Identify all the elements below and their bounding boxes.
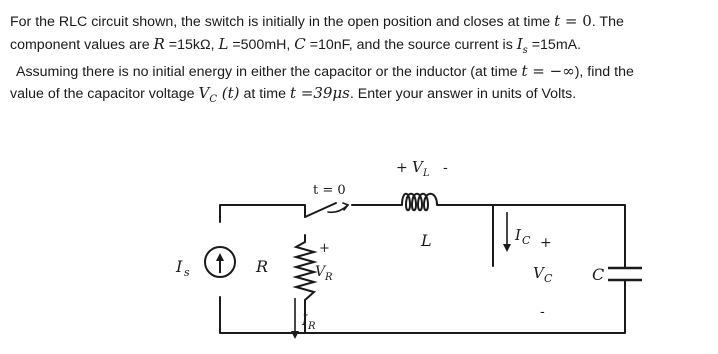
q3-tail: ), find the	[574, 63, 634, 80]
ic-sub: C	[522, 234, 531, 247]
q2-R-value: =15kΩ	[164, 36, 211, 53]
q4-tail: . Enter your answer in units of Volts.	[349, 86, 577, 103]
wires	[220, 205, 625, 333]
q3-text: Assuming there is no initial energy in either the capacitor or the inductor (at time	[16, 63, 522, 80]
ir-sub: R	[308, 321, 316, 332]
vr-plus: +	[319, 241, 330, 256]
q1-time-var: t	[554, 12, 561, 30]
q4-text: value of the capacitor voltage	[10, 86, 199, 103]
vl-sub: L	[423, 168, 430, 179]
cap-minus: -	[540, 304, 545, 320]
vr-sub: R	[325, 272, 333, 283]
resistor-label: R	[256, 257, 269, 276]
vc-symbol: V	[533, 264, 544, 282]
q2-I-var: I	[516, 34, 523, 53]
resistor-icon	[296, 242, 314, 300]
q2-R-var: R	[153, 34, 165, 53]
ic-symbol: I	[515, 226, 521, 244]
q3-time-var: t	[521, 61, 528, 80]
q4-time-var: t	[289, 84, 296, 103]
q1-tail: . The	[591, 14, 624, 30]
ir-symbol: I	[302, 313, 308, 329]
cap-label: C	[592, 265, 605, 284]
q1-time-eq: = 0	[560, 12, 592, 30]
current-source-icon	[205, 247, 235, 277]
q2-L-value: =500mH,	[228, 36, 295, 53]
source-symbol: I	[176, 257, 183, 276]
vl-minus: -	[443, 160, 448, 176]
left-bottom-wire	[220, 280, 625, 333]
switch-label: t = 0	[313, 183, 346, 198]
q2-I-sub: s	[522, 44, 528, 56]
vl-plus: +	[396, 160, 408, 176]
capacitor-icon	[608, 268, 642, 280]
source-sub: s	[184, 266, 190, 279]
q4-V-arg: (t)	[217, 84, 240, 103]
vr-symbol: V	[315, 264, 326, 280]
inductor-right-wire	[437, 205, 625, 268]
vl-symbol: V	[412, 158, 423, 176]
q2-C-var: C	[294, 34, 306, 53]
q2-C-value: =10nF, and the source current is	[305, 36, 517, 53]
q2-L-var: L	[218, 34, 229, 53]
inductor-icon	[402, 194, 437, 211]
q4-time-value: =39μs	[296, 84, 350, 103]
q4-at: at time	[239, 86, 290, 103]
cap-plus: +	[540, 235, 552, 251]
switch-icon	[305, 203, 348, 217]
q1-text: For the RLC circuit shown, the switch is initially in the open position and closes at time	[10, 14, 555, 30]
q4-V-sub: C	[209, 94, 217, 106]
q2-I-value: =15mA.	[527, 36, 582, 53]
inductor-label: L	[421, 231, 432, 250]
q4-V-var: V	[198, 84, 210, 103]
left-top-wire	[220, 205, 305, 222]
q2-sep: ,	[210, 36, 219, 53]
q2-text: component values are	[10, 36, 154, 53]
q3-time-eq: = −∞	[527, 61, 575, 80]
vc-sub: C	[544, 272, 553, 285]
